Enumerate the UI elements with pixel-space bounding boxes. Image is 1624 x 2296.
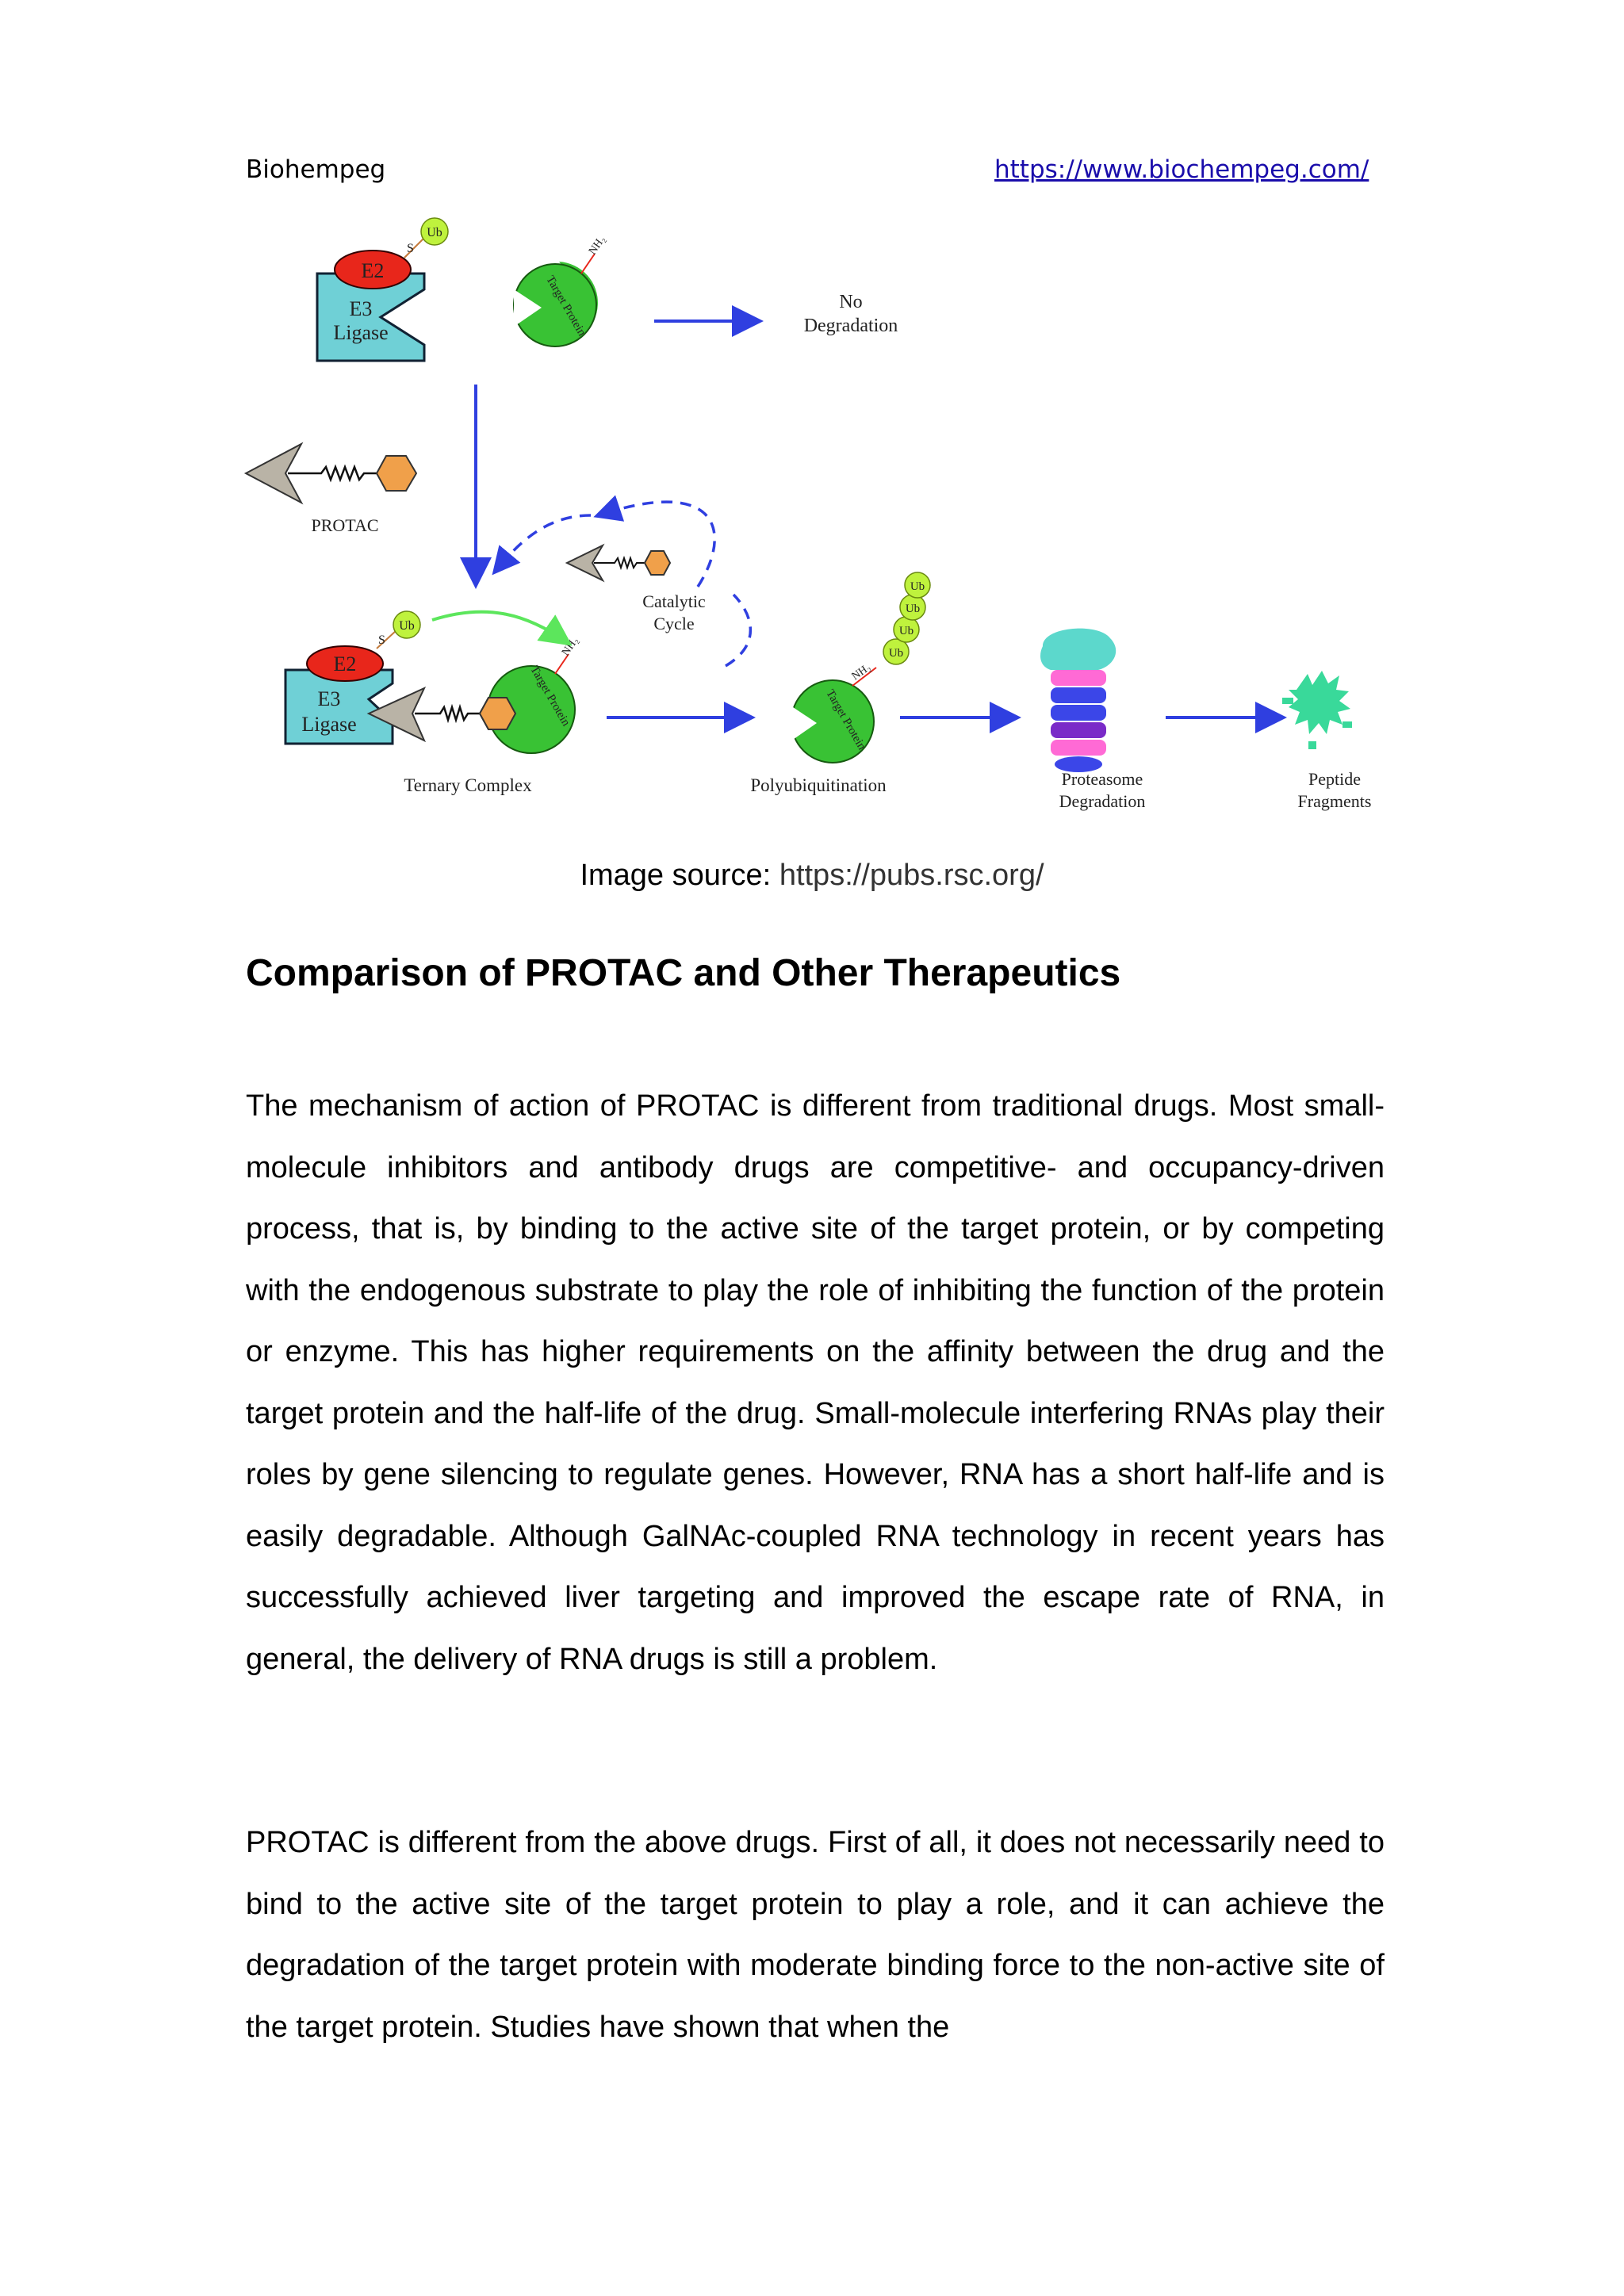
ub-label-chain-1: Ub (888, 647, 904, 660)
caption-label: Image source: (580, 859, 772, 892)
thioester-label-ternary: S (378, 633, 385, 647)
figure-caption (0, 859, 1624, 893)
caption-source: https://pubs.rsc.org/ (779, 859, 1044, 892)
protac-label: PROTAC (311, 515, 379, 535)
ligase-label-ternary: Ligase (301, 713, 357, 736)
ternary-complex-label: Ternary Complex (404, 775, 532, 795)
protac-mechanism-figure (242, 214, 1392, 832)
peptide-fragments (1282, 671, 1352, 749)
target-protein-top (514, 234, 608, 346)
ubiquitin-transfer-arrow (432, 612, 567, 642)
polyubiquitinated-target (791, 572, 930, 763)
paragraph-2: PROTAC is different from the above drugs. First of all, it does not necessarily need to bind to the active site of the target protein to play a role, and it can achieve the degradation of the target protein with moderate binding force to the non-active site of the target protein. Studies have shown that when the (246, 1826, 1385, 2044)
nh2-label: NH₂ (586, 234, 608, 258)
e2-label: E2 (361, 259, 385, 282)
e2-label-ternary: E2 (333, 652, 357, 675)
header-company: Biohempeg (246, 155, 386, 184)
ub-label-chain-3: Ub (905, 603, 921, 615)
header-website-link[interactable]: https://www.biochempeg.com/ (994, 155, 1369, 184)
thioester-label: S (407, 242, 414, 255)
catalytic-label: Catalytic (642, 591, 706, 611)
proteasome (1040, 629, 1116, 772)
protac-molecule (246, 444, 416, 535)
ligase-label: Ligase (333, 321, 389, 344)
ub-label-ternary: Ub (399, 619, 415, 633)
target-protein-label: Target Protein (543, 274, 588, 339)
ub-label-chain-4: Ub (910, 580, 925, 593)
ub-label-chain-2: Ub (898, 625, 914, 637)
fragments-label: Fragments (1297, 791, 1372, 811)
peptide-label: Peptide (1308, 769, 1361, 789)
ubiquitin-top (421, 218, 448, 245)
nh2-label-poly: NH₂ (849, 661, 873, 683)
proteasome-label: Proteasome (1061, 769, 1143, 789)
proteasome-degradation-label: Degradation (1059, 791, 1146, 811)
protac-small (567, 545, 670, 580)
e2-enzyme-top (335, 251, 411, 289)
e3-label: E3 (349, 297, 373, 320)
cycle-label: Cycle (653, 614, 695, 633)
paragraph-1: The mechanism of action of PROTAC is different from traditional drugs. Most small-molecule inhibitors and antibody drugs are competitive- and occupancy-driven process, that is, by binding to the active site of the target protein, or by competing with the endogenous substrate to play the role of inhibiting the function of the protein or enzyme. This has higher requirements on the affinity between the drug and the target protein and the half-life of the drug. Small-molecule interfering RNAs play their roles by gene silencing to regulate genes. However, RNA has a short half-life and is easily degradable. Although GalNAc-coupled RNA technology in recent years has successfully achieved liver targeting and improved the escape rate of RNA, in general, the delivery of RNA drugs is still a problem. (246, 1089, 1385, 1676)
target-protein-label-ternary: Target Protein (527, 664, 573, 729)
ternary-complex (285, 611, 581, 753)
polyubiquitination-label: Polyubiquitination (750, 775, 887, 795)
section-heading: Comparison of PROTAC and Other Therapeutics (246, 952, 1121, 994)
no-degradation-label: Degradation (803, 316, 898, 336)
e3-label-ternary: E3 (317, 687, 341, 710)
nh2-label-ternary: NH₂ (559, 635, 581, 659)
no-label: No (839, 292, 863, 312)
catalytic-cycle-arrow-return (726, 595, 750, 666)
target-protein-label-poly: Target Protein (823, 687, 868, 752)
ub-label: Ub (427, 226, 442, 239)
